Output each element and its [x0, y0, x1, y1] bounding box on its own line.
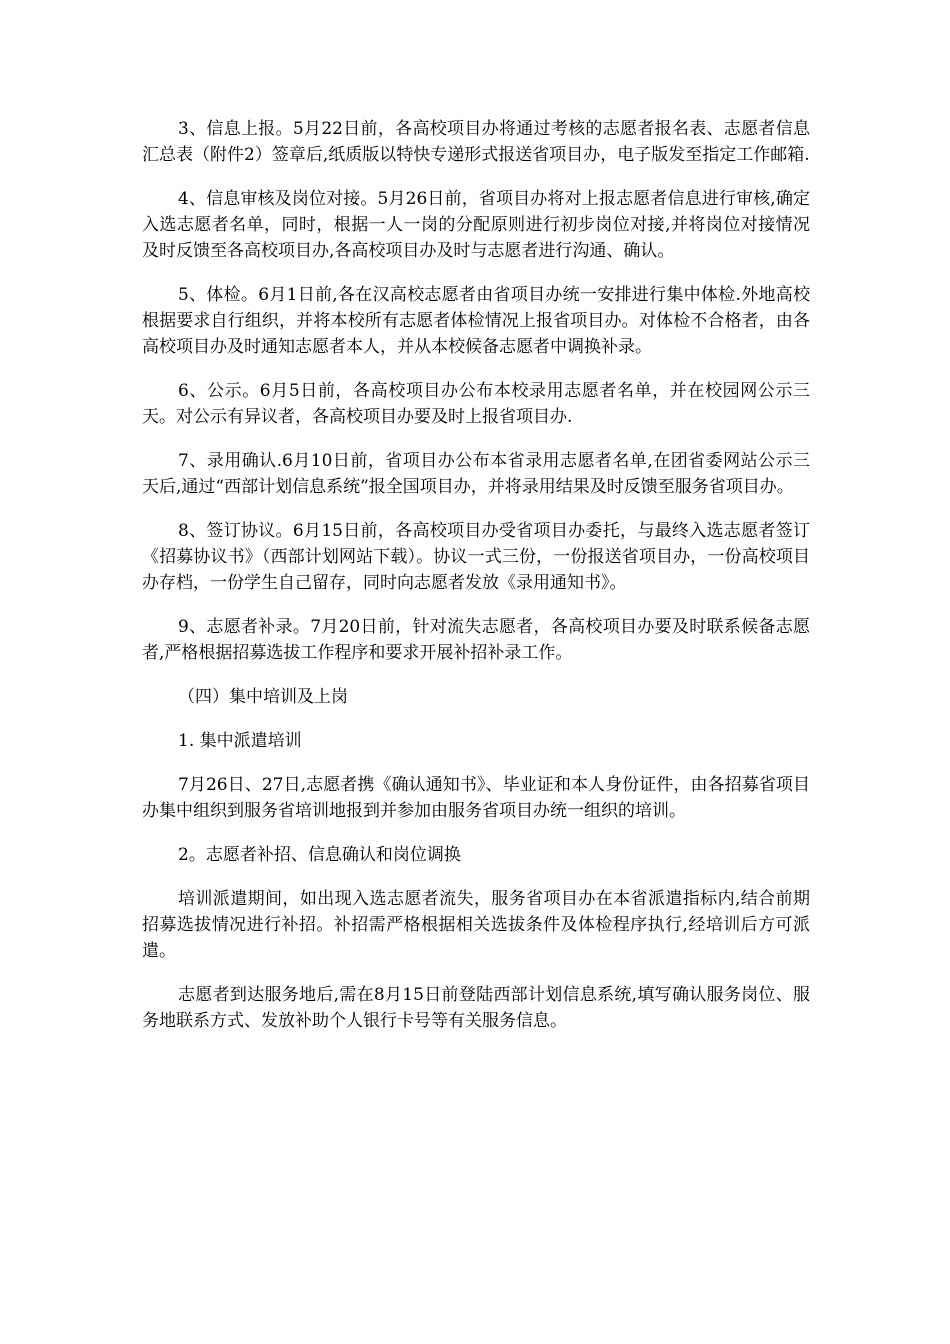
paragraph-sign-agreement: 8、签订协议。6月15日前，各高校项目办受省项目办委托，与最终入选志愿者签订《招募协议书》（西部计划网站下载）。协议一式三份，一份报送省项目办，一份高校项目办存档，一份学生自己留存，同时向志愿者发放《录用通知书》。: [142, 521, 810, 593]
paragraph-physical-exam: 5、体检。6月1日前,各在汉高校志愿者由省项目办统一安排进行集中体检.外地高校根据要求自行组织，并将本校所有志愿者体检情况上报省项目办。对体检不合格者，由各高校项目办及时通知志愿者本人，并从本校候备志愿者中调换补录。: [142, 285, 810, 357]
paragraph-info-review: 4、信息审核及岗位对接。5月26日前，省项目办将对上报志愿者信息进行审核,确定入选志愿者名单，同时，根据一人一岗的分配原则进行初步岗位对接,并将岗位对接情况及时反馈至各高校项目办,各高校项目办及时与志愿者进行沟通、确认。: [142, 189, 810, 261]
paragraph-dispatch-supplement: 培训派遣期间，如出现入选志愿者流失，服务省项目办在本省派遣指标内,结合前期招募选拔情况进行补招。补招需严格根据相关选拔条件及体检程序执行,经培训后方可派遣。: [142, 889, 810, 961]
paragraph-info-report: 3、信息上报。5月22日前，各高校项目办将通过考核的志愿者报名表、志愿者信息汇总表（附件2）签章后,纸质版以特快专递形式报送省项目办，电子版发至指定工作邮箱.: [142, 119, 810, 165]
paragraph-training-dates: 7月26日、27日,志愿者携《确认通知书》、毕业证和本人身份证件，由各招募省项目办集中组织到服务省培训地报到并参加由服务省项目办统一组织的培训。: [142, 775, 810, 821]
subheading-supplement-confirm: 2。志愿者补招、信息确认和岗位调换: [178, 845, 461, 865]
section-heading-training: （四）集中培训及上岗: [178, 687, 348, 707]
subheading-dispatch-training: 1. 集中派遣培训: [178, 731, 302, 751]
paragraph-arrival-registration: 志愿者到达服务地后,需在8月15日前登陆西部计划信息系统,填写确认服务岗位、服务地联系方式、发放补助个人银行卡号等有关服务信息。: [142, 985, 810, 1031]
paragraph-public-notice: 6、公示。6月5日前，各高校项目办公布本校录用志愿者名单，并在校园网公示三天。对公示有异议者，各高校项目办要及时上报省项目办.: [142, 381, 810, 427]
document-page: [142, 116, 810, 1052]
paragraph-volunteer-supplement: 9、志愿者补录。7月20日前，针对流失志愿者，各高校项目办要及时联系候备志愿者,严格根据招募选拔工作程序和要求开展补招补录工作。: [142, 617, 810, 663]
paragraph-hiring-confirmation: 7、录用确认.6月10日前，省项目办公布本省录用志愿者名单,在团省委网站公示三天后,通过“西部计划信息系统”报全国项目办，并将录用结果及时反馈至服务省项目办。: [142, 451, 810, 497]
